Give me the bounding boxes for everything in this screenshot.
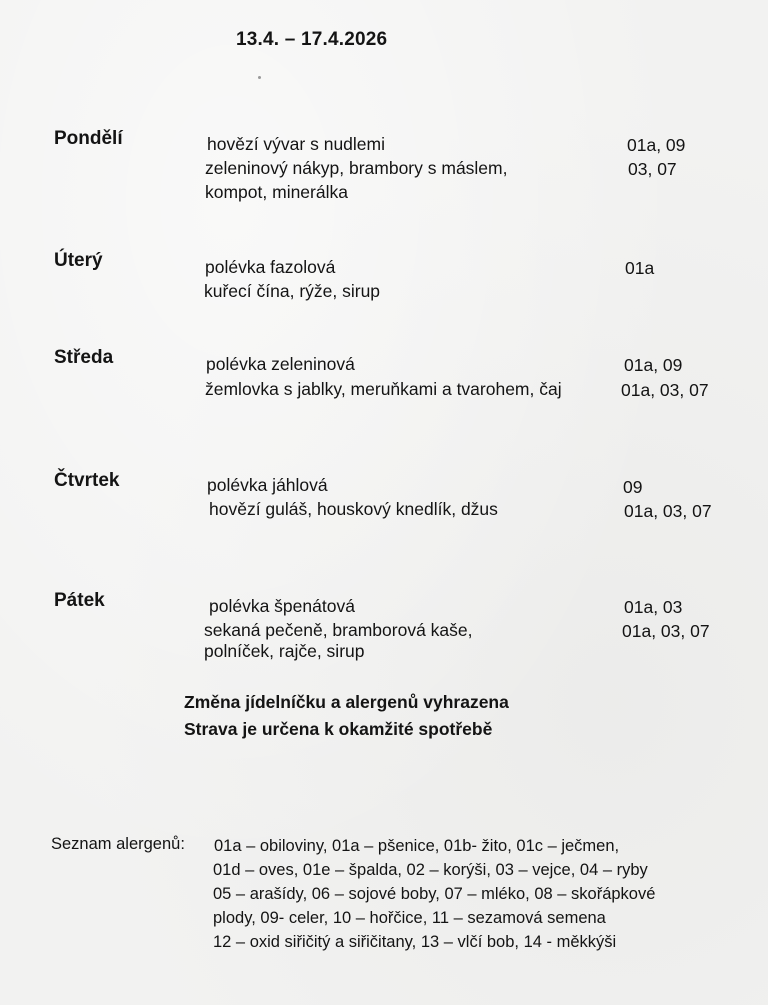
dish-monday-1: hovězí vývar s nudlemi [207,134,385,154]
allergens-wednesday-2: 01a, 03, 07 [621,380,709,400]
dish-thursday-2: hovězí guláš, houskový knedlík, džus [209,499,498,519]
day-name-wednesday: Středa [54,347,114,368]
allergen-legend-line: 05 – arašídy, 06 – sojové boby, 07 – mléko, 08 – skořápkové [213,885,656,903]
allergen-legend-line: 01a – obiloviny, 01a – pšenice, 01b- žito, 01c – ječmen, [214,837,620,855]
dish-tuesday-1: polévka fazolová [205,257,336,277]
dish-wednesday-2: žemlovka s jablky, meruňkami a tvarohem, čaj [205,379,562,399]
dish-thursday-1: polévka jáhlová [207,475,328,495]
dish-monday-2: zeleninový nákyp, brambory s máslem, [205,158,508,178]
allergen-legend-line: plody, 09- celer, 10 – hořčice, 11 – sezamová semena [213,909,606,927]
allergens-friday-2: 01a, 03, 07 [622,621,710,641]
dish-friday-1: polévka špenátová [209,596,355,616]
dish-monday-3: kompot, minerálka [205,182,348,202]
notice-immediate-consumption: Strava je určena k okamžité spotřebě [184,719,493,739]
allergen-legend-line: 01d – oves, 01e – špalda, 02 – korýši, 03 – vejce, 04 – ryby [213,861,648,879]
allergens-thursday-2: 01a, 03, 07 [624,501,712,521]
allergens-tuesday-1: 01a [625,258,655,278]
dish-wednesday-1: polévka zeleninová [206,354,355,374]
dish-tuesday-2: kuřecí čína, rýže, sirup [204,281,381,301]
allergens-friday-1: 01a, 03 [624,597,683,617]
allergens-wednesday-1: 01a, 09 [624,355,683,375]
paper-speck [258,76,261,79]
allergens-monday-1: 01a, 09 [627,135,686,155]
day-name-monday: Pondělí [54,128,123,149]
date-range-title: 13.4. – 17.4.2026 [236,29,388,50]
day-name-friday: Pátek [54,590,105,611]
allergens-monday-2: 03, 07 [628,159,677,179]
dish-friday-3: polníček, rajče, sirup [204,641,365,661]
day-name-thursday: Čtvrtek [54,470,120,491]
dish-friday-2: sekaná pečeně, bramborová kaše, [204,620,473,640]
day-name-tuesday: Úterý [54,250,103,271]
allergens-thursday-1: 09 [623,477,643,497]
notice-menu-change: Změna jídelníčku a alergenů vyhrazena [184,692,509,712]
allergen-legend-label: Seznam alergenů: [51,835,185,853]
allergen-legend-line: 12 – oxid siřičitý a siřičitany, 13 – vlčí bob, 14 - měkkýši [213,933,617,951]
